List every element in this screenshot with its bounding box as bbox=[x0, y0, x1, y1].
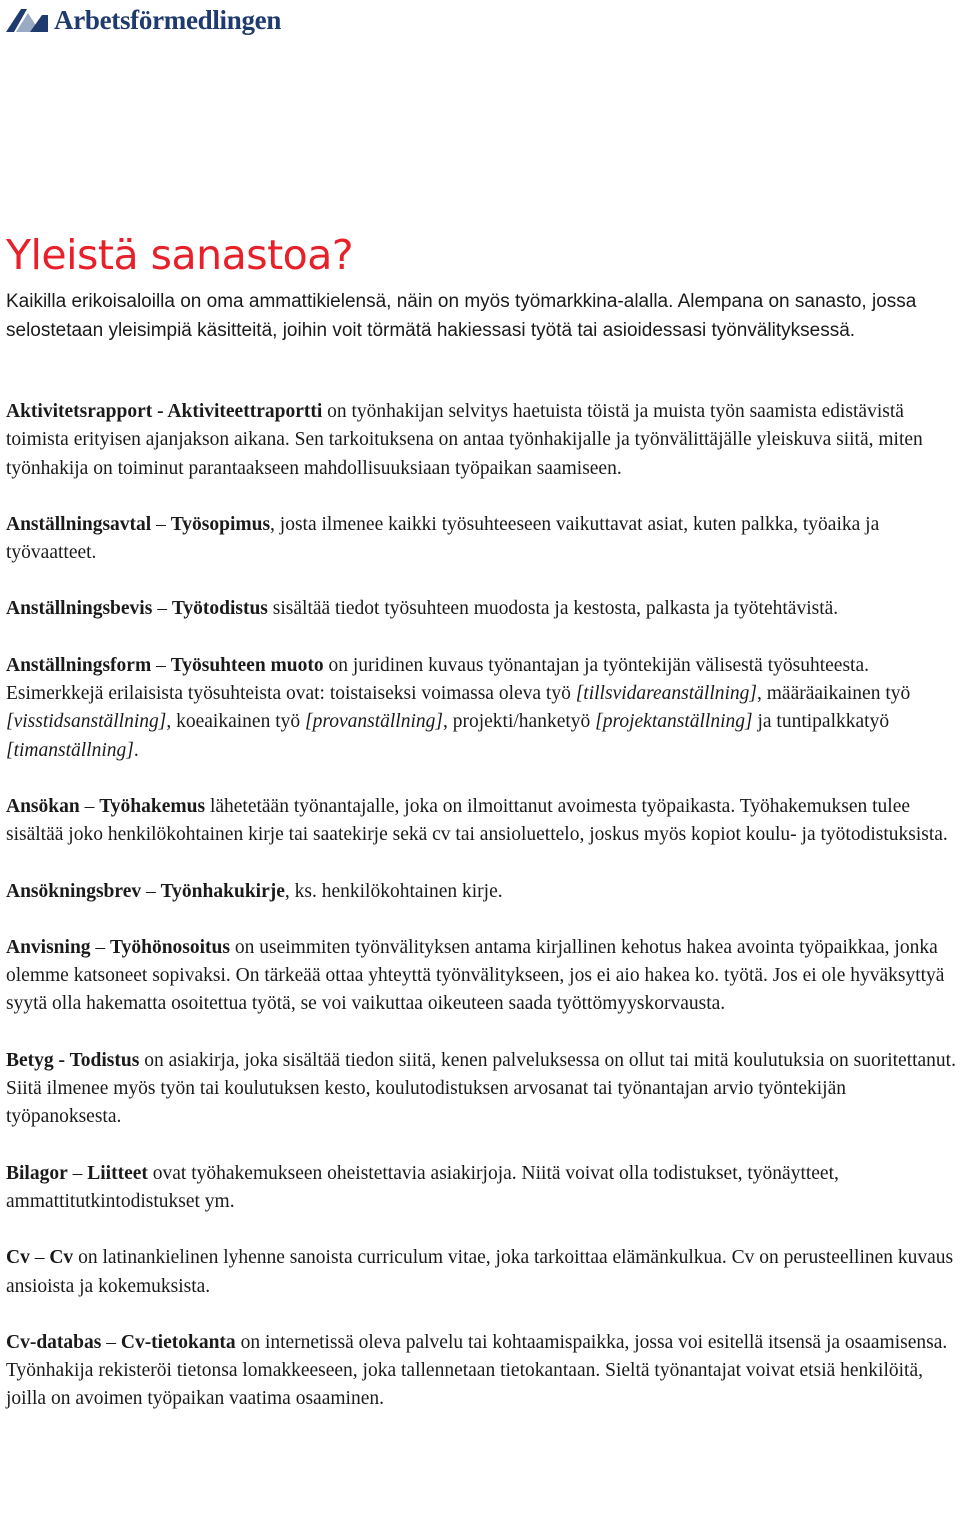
glossary-entry bbox=[6, 793, 958, 850]
example-swedish: [timanställning] bbox=[6, 739, 134, 761]
term-swedish: Anställningsbevis bbox=[6, 598, 153, 620]
example-swedish: [projektanställning] bbox=[595, 711, 753, 733]
term-separator: - bbox=[152, 401, 168, 422]
term-separator: – bbox=[101, 1331, 121, 1353]
definition: on latinankielinen lyhenne sanoista curriculum vitae, joka tarkoittaa elämänkulkua. Cv on perusteellinen kuvaus ansioista ja kokemuksista. bbox=[6, 1247, 954, 1297]
glossary-entry bbox=[6, 1244, 958, 1301]
glossary-entry bbox=[6, 1329, 958, 1414]
term-swedish: Anvisning bbox=[6, 936, 91, 958]
term-swedish: Ansökan bbox=[6, 795, 80, 817]
term-finnish: Työnhakukirje bbox=[160, 880, 285, 902]
term-separator: – bbox=[151, 513, 171, 535]
term-finnish: Työtodistus bbox=[171, 598, 268, 620]
term-swedish: Betyg bbox=[6, 1049, 54, 1071]
example-connector: , koeaikainen työ bbox=[166, 711, 305, 733]
definition: on työnhakijan selvitys haetuista töistä ja muista työn saamista edistävistä toimista erityisen ajanjakson aikana. Sen tarkoituksena on antaa työnhakijalle ja työnvälittäjälle yleiskuva siitä, miten työnhakija on toiminut parantaakseen mahdollisuuksiaan työpaikan saamiseen. bbox=[6, 401, 923, 479]
definition: sisältää tiedot työsuhteen muodosta ja kestosta, palkasta ja työtehtävistä. bbox=[267, 598, 839, 620]
logo bbox=[6, 2, 281, 38]
term-separator: - bbox=[53, 1049, 70, 1071]
term-separator: – bbox=[29, 1247, 50, 1269]
term-finnish: Cv-tietokanta bbox=[120, 1331, 236, 1353]
term-finnish: Todistus bbox=[69, 1049, 140, 1071]
term-finnish: Cv bbox=[49, 1247, 74, 1269]
term-separator: – bbox=[151, 654, 171, 676]
term-swedish: Ansökningsbrev bbox=[6, 880, 142, 902]
term-finnish: Työhönosoitus bbox=[110, 936, 230, 958]
example-connector: . bbox=[133, 739, 139, 761]
term-swedish: Anställningsform bbox=[6, 654, 152, 676]
example-swedish: [provanställning] bbox=[305, 711, 443, 733]
term-swedish: Anställningsavtal bbox=[6, 513, 152, 535]
example-connector: , määräaikainen työ bbox=[757, 683, 911, 705]
glossary-entry bbox=[6, 1160, 958, 1217]
term-swedish: Bilagor bbox=[6, 1162, 68, 1184]
term-finnish: Työsuhteen muoto bbox=[170, 654, 324, 676]
example-swedish: [visstidsanställning] bbox=[6, 711, 167, 733]
term-finnish: Työhakemus bbox=[99, 795, 206, 817]
definition: lähetetään työnantajalle, joka on ilmoittanut avoimesta työpaikasta. Työhakemuksen tulee sisältää joko henkilökohtainen kirje tai saatekirje sekä cv tai ansioluettelo, joskus myös kopiot koulu- ja työtodistuksista. bbox=[6, 795, 948, 846]
term-separator: – bbox=[152, 598, 172, 620]
arbetsformedlingen-logo-icon bbox=[6, 6, 48, 34]
glossary-entry bbox=[6, 595, 958, 623]
glossary-entry bbox=[6, 398, 958, 483]
logo-text: Arbetsförmedlingen bbox=[54, 5, 282, 35]
intro-paragraph: Kaikilla erikoisaloilla on oma ammattikielensä, näin on myös työmarkkina-alalla. Alempana on sanasto, jossa selostetaan yleisimpiä käsitteitä, joihin voit törmätä hakiessasi työtä tai asioidessasi työnvälityksessä. bbox=[6, 291, 917, 341]
glossary-entry bbox=[6, 878, 958, 906]
term-separator: – bbox=[79, 795, 100, 817]
term-swedish: Aktivitetsrapport bbox=[6, 401, 153, 422]
glossary-list bbox=[6, 398, 958, 1442]
definition: on internetissä oleva palvelu tai kohtaamispaikka, jossa voi esitellä itsensä ja osaamisensa. Työnhakija rekisteröi tietonsa lomakkeeseen, joka tallennetaan tietokantaan. Sieltä työnantajat voivat etsiä henkilöitä, joilla on avoimen työpaikan vaatima osaaminen. bbox=[6, 1331, 948, 1410]
glossary-entry bbox=[6, 1047, 958, 1132]
term-swedish: Cv bbox=[6, 1247, 30, 1269]
example-connector: ja tuntipalkkatyö bbox=[752, 711, 890, 733]
definition: ovat työhakemukseen oheistettavia asiakirjoja. Niitä voivat olla todistukset, työnäytteet, ammattitutkintodistukset ym. bbox=[6, 1162, 839, 1212]
term-finnish: Liitteet bbox=[87, 1162, 148, 1184]
glossary-entry bbox=[6, 934, 958, 1019]
term-separator: – bbox=[90, 936, 111, 958]
example-connector: , projekti/hanketyö bbox=[442, 711, 596, 733]
glossary-entry bbox=[6, 652, 958, 765]
example-swedish: [tillsvidareanställning] bbox=[575, 683, 758, 705]
term-finnish: Aktiviteettraportti bbox=[167, 401, 323, 422]
definition: on asiakirja, joka sisältää tiedon siitä, kenen palveluksessa on ollut tai mitä koulutuksia on suoritettanut. Siitä ilmenee myös työn tai koulutuksen kesto, koulutodistuksen arvosanat tai työnantajan arvio työntekijän työpanoksesta. bbox=[6, 1049, 956, 1128]
term-separator: – bbox=[67, 1162, 88, 1184]
definition: on juridinen kuvaus työnantajan ja työntekijän välisestä työsuhteesta. Esimerkkejä erilaisista työsuhteista ovat: toistaiseksi voimassa oleva työ bbox=[6, 654, 869, 705]
term-finnish: Työsopimus bbox=[170, 513, 271, 535]
term-separator: – bbox=[141, 880, 161, 902]
definition: , josta ilmenee kaikki työsuhteeseen vaikuttavat asiat, kuten palkka, työaika ja työvaatteet. bbox=[6, 513, 880, 564]
definition: , ks. henkilökohtainen kirje. bbox=[284, 880, 503, 902]
glossary-entry bbox=[6, 511, 958, 568]
term-swedish: Cv-databas bbox=[6, 1331, 102, 1353]
page-title: Yleistä sanastoa? bbox=[6, 231, 354, 279]
definition: on useimmiten työnvälityksen antama kirjallinen kehotus hakea avointa työpaikkaa, jonka olemme katsoneet sopivaksi. On tärkeää ottaa yhteyttä työnvälitykseen, jos ei aio hakea ko. työtä. Jos ei ole hyväksyttyä syytä olla hakematta osoitettua työtä, se voi vaikuttaa oikeuteen saada työttömyyskorvausta. bbox=[6, 936, 945, 1015]
